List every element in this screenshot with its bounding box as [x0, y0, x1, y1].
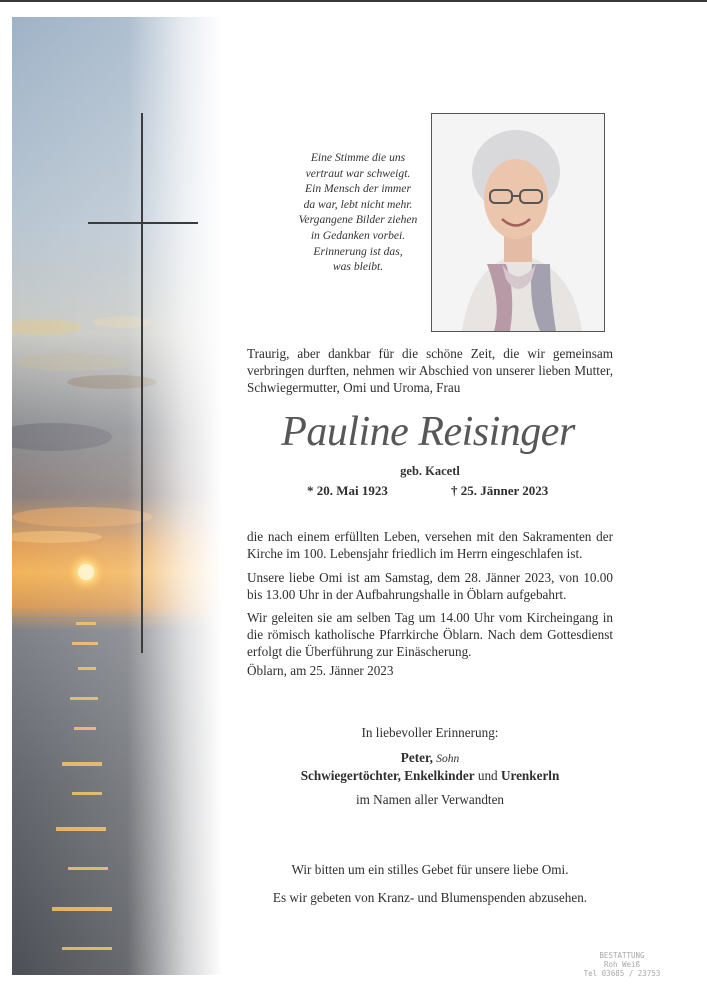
poem-line: Erinnerung ist das, — [313, 244, 403, 258]
portrait-photo — [431, 113, 605, 332]
poem-line: Ein Mensch der immer — [305, 182, 411, 196]
paragraph-life: die nach einem erfüllten Leben, versehen mit den Sakramenten der Kirche im 100. Lebensjahr friedlich im Herrn eingeschlafen ist. — [247, 529, 613, 562]
poem-line: was bleibt. — [332, 260, 384, 274]
mourners-heading: In liebevoller Erinnerung: — [361, 725, 499, 740]
stamp-line: Roh Weiß — [603, 960, 641, 969]
mourner-family — [247, 768, 613, 784]
son-role: Sohn — [436, 753, 460, 765]
son-name: Peter, — [400, 750, 433, 765]
sunset-sea-image — [12, 17, 222, 975]
family-and: und — [477, 768, 498, 783]
poem — [258, 150, 458, 275]
closing-no-flowers: Es wir gebeten von Kranz- und Blumenspenden abzusehen. — [272, 890, 588, 905]
cross-horizontal-line — [88, 222, 198, 224]
undertaker-stamp — [582, 951, 662, 978]
stamp-line: BESTATTUNG — [599, 951, 645, 960]
mourner-son — [247, 750, 613, 766]
poem-line: Eine Stimme die uns — [310, 151, 406, 164]
poem-line: in Gedanken vorbei. — [310, 228, 406, 242]
poem-line: vertraut war schweigt. — [305, 166, 411, 180]
top-border — [0, 0, 707, 2]
mourners-relatives: im Namen aller Verwandten — [355, 792, 505, 807]
poem-line: da war, lebt nicht mehr. — [303, 197, 413, 211]
deceased-name: Pauline Reisinger — [281, 409, 575, 455]
birth-date: * 20. Mai 1923 — [307, 483, 388, 498]
family-bold: Schwiegertöchter, Enkelkinder — [300, 768, 475, 783]
birth-name: geb. Kacetl — [400, 464, 460, 478]
paragraph-service: Wir geleiten sie am selben Tag um 14.00 Uhr vom Kircheingang in die römisch katholische Pfarrkirche Öblarn. Nach dem Gottesdienst erfolgt die Überführung zur Einäscherung. — [247, 610, 613, 660]
cross-vertical-line — [141, 113, 143, 653]
poem-line: Vergangene Bilder ziehen — [298, 213, 418, 227]
stamp-line: Tel 03685 / 23753 — [583, 969, 661, 978]
intro-text: Traurig, aber dankbar für die schöne Zeit, die wir gemeinsam verbringen durften, nehmen wir Abschied von unserer lieben Mutter, Schwiegermutter, Omi und Uroma, Frau — [247, 346, 613, 396]
death-date: † 25. Jänner 2023 — [451, 483, 549, 498]
family-last: Urenkerln — [500, 768, 560, 783]
place-date: Öblarn, am 25. Jänner 2023 — [247, 663, 394, 678]
closing-prayer: Wir bitten um ein stilles Gebet für unsere liebe Omi. — [291, 862, 569, 877]
paragraph-viewing: Unsere liebe Omi ist am Samstag, dem 28. Jänner 2023, von 10.00 bis 13.00 Uhr in der Aufbahrungshalle in Öblarn aufgebahrt. — [247, 570, 613, 603]
